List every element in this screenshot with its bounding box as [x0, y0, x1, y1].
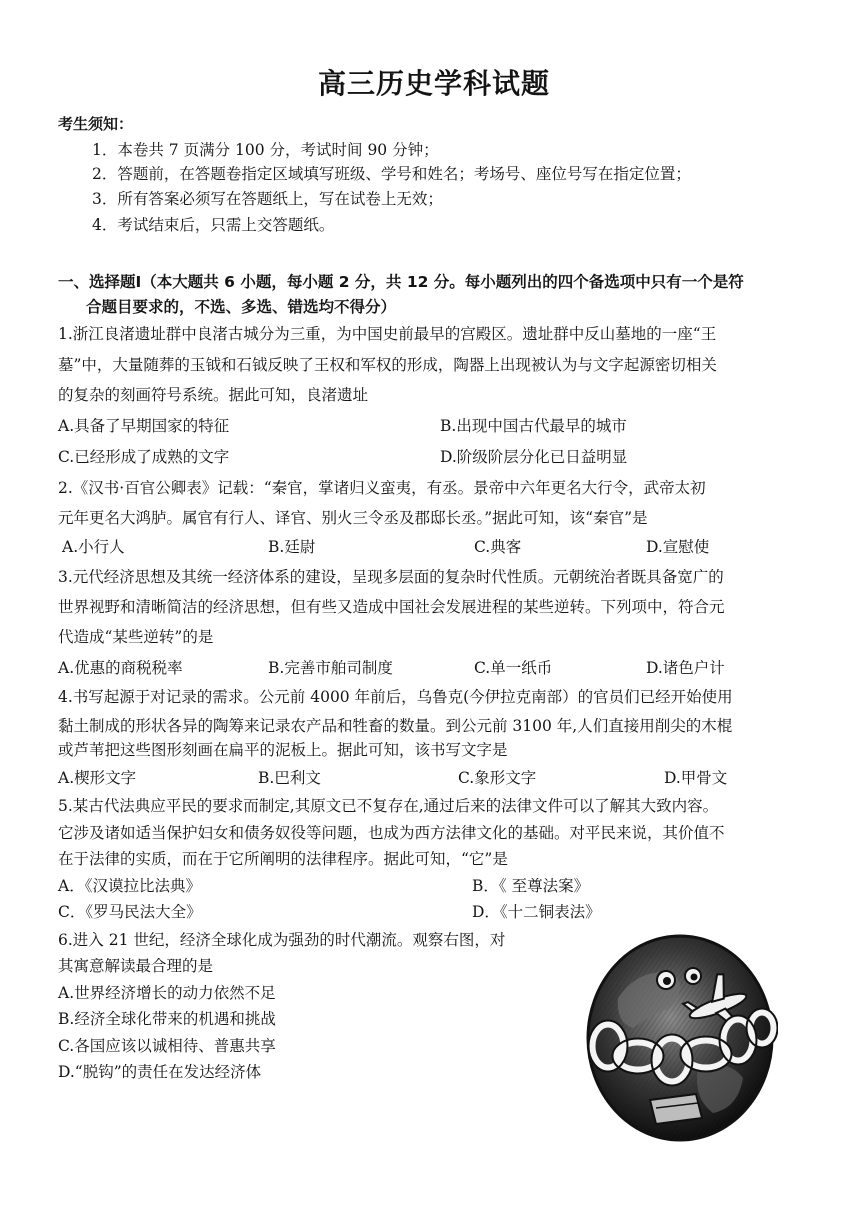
question-4-text: 或芦苇把这些图形刻画在扁平的泥板上。据此可知，该书写文字是 — [58, 741, 508, 759]
question-1-text: 的复杂的刻画符号系统。据此可知，良渚遗址 — [58, 386, 369, 404]
question-2-option-d: D.宣慰使 — [646, 538, 710, 556]
question-1-option-d: D.阶级阶层分化已日益明显 — [440, 448, 628, 466]
question-1-option-a: A.具备了早期国家的特征 — [58, 417, 230, 435]
question-5-option-d: D．《十二铜表法》 — [472, 903, 601, 921]
question-2-text: 2.《汉书·百官公卿表》记载：“秦官，掌诸归义蛮夷，有丞。景帝中六年更名大行令，武帝太初 — [58, 479, 706, 497]
question-4-option-b: B.巴利文 — [258, 769, 321, 787]
question-6-option-d: D.“脱钩”的责任在发达经济体 — [58, 1063, 262, 1081]
notice-item: 1．本卷共 7 页满分 100 分，考试时间 90 分钟； — [92, 141, 439, 159]
notice-item: 3．所有答案必须写在答题纸上，写在试卷上无效； — [92, 190, 443, 208]
question-2-option-a: A.小行人 — [62, 538, 125, 556]
question-1-option-c: C.已经形成了成熟的文字 — [58, 448, 230, 466]
question-5-option-c: C．《罗马民法大全》 — [58, 903, 202, 921]
question-5-text: 5.某古代法典应平民的要求而制定,其原文已不复存在,通过后来的法律文件可以了解其大致内容。 — [58, 797, 719, 815]
question-5-text: 它涉及诸如适当保护妇女和债务奴役等问题，也成为西方法律文化的基础。对平民来说，其价值不 — [58, 824, 725, 842]
question-1-text: 墓”中，大量随葬的玉钺和石钺反映了王权和军权的形成，陶器上出现被认为与文字起源密切相关 — [58, 356, 717, 374]
question-6-text: 其寓意解读最合理的是 — [58, 957, 214, 975]
page-title: 高三历史学科试题 — [317, 67, 550, 100]
question-6-option-a: A.世界经济增长的动力依然不足 — [58, 984, 276, 1002]
section-heading-cont: 合题目要求的，不选、多选、错选均不得分） — [86, 298, 397, 316]
question-4-text: 4.书写起源于对记录的需求。公元前 4000 年前后，乌鲁克(今伊拉克南部）的官员们已经开始使用 — [58, 688, 733, 706]
notice-item: 4．考试结束后，只需上交答题纸。 — [92, 216, 335, 234]
question-3-option-d: D.诸色户计 — [646, 659, 725, 677]
question-3-option-b: B.完善市舶司制度 — [268, 659, 393, 677]
question-3-text: 世界视野和清晰简洁的经济思想，但有些又造成中国社会发展进程的某些逆转。下列项中，符合元 — [58, 598, 725, 616]
chained-globe-cartoon — [578, 928, 778, 1143]
question-2-text: 元年更名大鸿胪。属官有行人、译官、别火三令丞及郡邸长丞。”据此可知，该“秦官”是 — [58, 509, 648, 527]
question-3-option-c: C.单一纸币 — [474, 659, 553, 677]
notice-item: 2．答题前，在答题卷指定区域填写班级、学号和姓名；考场号、座位号写在指定位置； — [92, 165, 691, 183]
notice-heading: 考生须知： — [58, 115, 134, 133]
question-5-option-b: B．《 至尊法案》 — [472, 877, 590, 895]
question-5-text: 在于法律的实质，而在于它所阐明的法律程序。据此可知，“它”是 — [58, 850, 508, 868]
question-1-text: 1.浙江良渚遗址群中良渚古城分为三重，为中国史前最早的宫殿区。遗址群中反山墓地的一座“王 — [58, 325, 717, 343]
question-6-option-c: C.各国应该以诚相待、普惠共享 — [58, 1037, 276, 1055]
question-1-option-b: B.出现中国古代最早的城市 — [440, 417, 627, 435]
question-3-option-a: A.优惠的商税税率 — [58, 659, 183, 677]
question-6-option-b: B.经济全球化带来的机遇和挑战 — [58, 1010, 276, 1028]
question-2-option-b: B.廷尉 — [268, 538, 316, 556]
question-4-option-d: D.甲骨文 — [664, 769, 728, 787]
section-heading: 一、选择题Ⅰ（本大题共 6 小题，每小题 2 分，共 12 分。每小题列出的四个备选项中只有一个是符 — [58, 273, 744, 291]
question-4-option-c: C.象形文字 — [458, 769, 537, 787]
question-4-text: 黏土制成的形状各异的陶筹来记录农产品和牲畜的数量。到公元前 3100 年,人们直接用削尖的木棍 — [58, 717, 733, 735]
question-5-option-a: A．《汉谟拉比法典》 — [58, 877, 201, 895]
question-3-text: 代造成“某些逆转”的是 — [58, 628, 214, 646]
question-2-option-c: C.典客 — [474, 538, 522, 556]
question-4-option-a: A.楔形文字 — [58, 769, 137, 787]
question-3-text: 3.元代经济思想及其统一经济体系的建设，呈现多层面的复杂时代性质。元朝统治者既具备宽广的 — [58, 568, 724, 586]
question-6-text: 6.进入 21 世纪，经济全球化成为强劲的时代潮流。观察右图，对 — [58, 931, 506, 949]
